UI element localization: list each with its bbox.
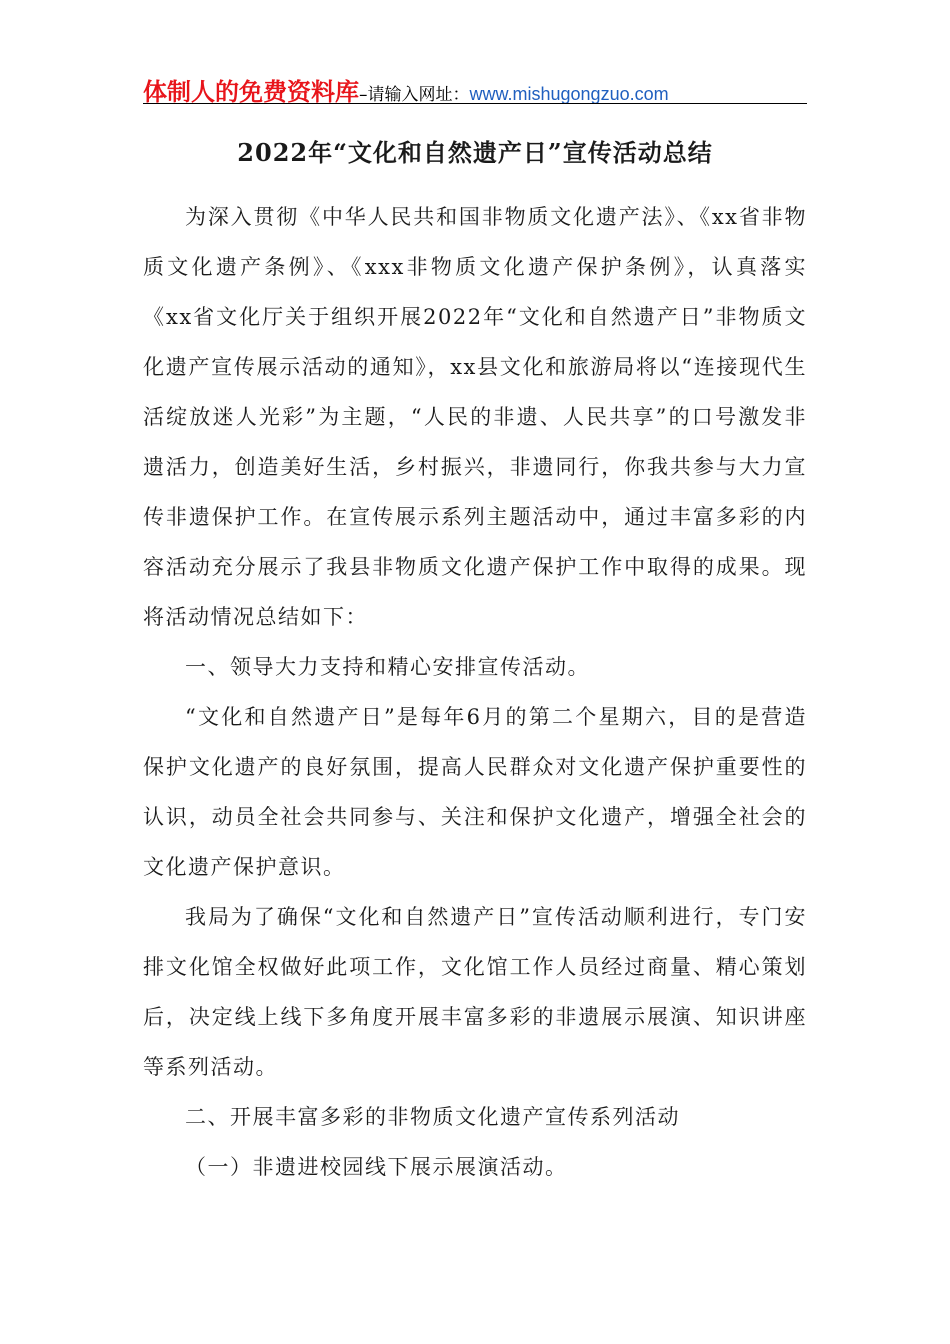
site-url-link[interactable]: www.mishugongzuo.com (469, 84, 669, 104)
site-header (143, 72, 807, 106)
site-brand: 体制人的免费资料库 (143, 78, 359, 106)
heading-subsection-1: （一）非遗进校园线下展示展演活动。 (185, 1155, 568, 1179)
heading-section-1: 一、领导大力支持和精心安排宣传活动。 (185, 655, 590, 679)
url-prompt: –请输入网址： (359, 85, 470, 105)
paragraph-arrangement: 我局为了确保“文化和自然遗产日”宣传活动顺利进行，专门安排文化馆全权做好此项工作，文化馆工作人员经过商量、精心策划后，决定线上线下多角度开展丰富多彩的非遗展示展演、知识讲座等系列活动。 (143, 905, 807, 1079)
paragraph-heritage-day: “文化和自然遗产日”是每年6月的第二个星期六，目的是营造保护文化遗产的良好氛围，提高人民群众对文化遗产保护重要性的认识，动员全社会共同参与、关注和保护文化遗产，增强全社会的文化遗产保护意识。 (143, 705, 807, 879)
header-divider (143, 103, 807, 104)
document-title: 2022年“文化和自然遗产日”宣传活动总结 (237, 138, 713, 167)
heading-section-2: 二、开展丰富多彩的非物质文化遗产宣传系列活动 (185, 1105, 680, 1129)
paragraph-intro: 为深入贯彻《中华人民共和国非物质文化遗产法》、《xx省非物质文化遗产条例》、《xxx非物质文化遗产保护条例》，认真落实《xx省文化厅关于组织开展2022年“文化和自然遗产日”非物质文化遗产宣传展示活动的通知》，xx县文化和旅游局将以“连接现代生活绽放迷人光彩”为主题，“人民的非遗、人民共享”的口号激发非遗活力，创造美好生活，乡村振兴，非遗同行，你我共参与大力宣传非遗保护工作。在宣传展示系列主题活动中，通过丰富多彩的内容活动充分展示了我县非物质文化遗产保护工作中取得的成果。现将活动情况总结如下： (143, 205, 807, 629)
document-body (143, 192, 807, 1192)
